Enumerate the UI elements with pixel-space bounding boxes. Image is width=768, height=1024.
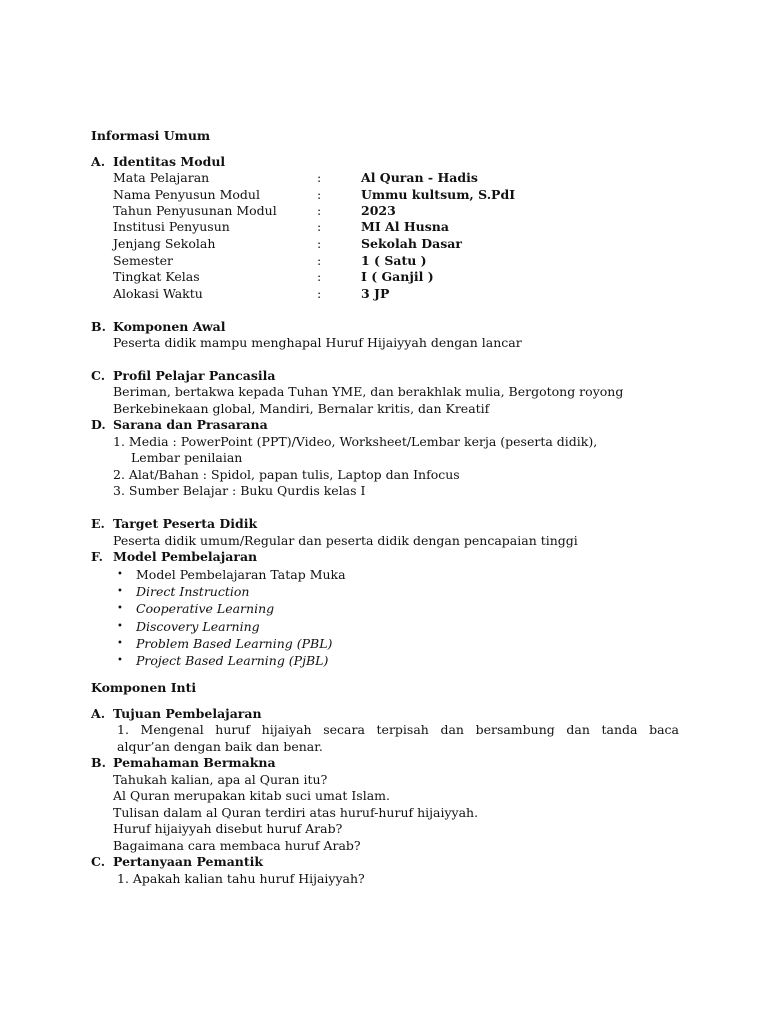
bullet-icon: • [117, 621, 123, 632]
identitas-value: Al Quran - Hadis [361, 170, 478, 185]
list-item-text: Problem Based Learning (PBL) [136, 636, 333, 651]
list-item-text: Discovery Learning [136, 619, 260, 634]
identitas-colon: : [317, 253, 322, 268]
bullet-icon: • [117, 655, 123, 666]
inti-b-line: Tahukah kalian, apa al Quran itu? [113, 772, 328, 787]
identitas-value: 1 ( Satu ) [361, 253, 427, 268]
section-e-title: Target Peserta Didik [113, 516, 258, 531]
identitas-value: 2023 [361, 203, 396, 218]
bullet-icon: • [117, 569, 123, 580]
inti-c-title: Pertanyaan Pemantik [113, 854, 264, 869]
heading-informasi-umum: Informasi Umum [91, 128, 211, 143]
section-a-title: Identitas Modul [113, 154, 226, 169]
section-d-line: 2. Alat/Bahan : Spidol, papan tulis, Laptop dan Infocus [113, 467, 460, 482]
section-c-title: Profil Pelajar Pancasila [113, 368, 276, 383]
list-item-text: Project Based Learning (PjBL) [136, 653, 329, 668]
heading-komponen-inti: Komponen Inti [91, 680, 197, 695]
section-d-line: 3. Sumber Belajar : Buku Qurdis kelas I [113, 483, 366, 498]
identitas-label: Tahun Penyusunan Modul [113, 203, 277, 218]
identitas-colon: : [317, 219, 322, 234]
list-item-text: Direct Instruction [136, 584, 250, 599]
identitas-label: Tingkat Kelas [113, 269, 200, 284]
section-d-title: Sarana dan Prasarana [113, 417, 268, 432]
inti-b-title: Pemahaman Bermakna [113, 755, 276, 770]
inti-a-line: alqur’an dengan baik dan benar. [117, 739, 323, 754]
identitas-value: MI Al Husna [361, 219, 449, 234]
identitas-colon: : [317, 203, 322, 218]
inti-c-line: 1. Apakah kalian tahu huruf Hijaiyyah? [117, 871, 365, 886]
identitas-label: Institusi Penyusun [113, 219, 230, 234]
inti-b-line: Tulisan dalam al Quran terdiri atas huruf-huruf hijaiyyah. [113, 805, 479, 820]
identitas-value: 3 JP [361, 286, 390, 301]
identitas-label: Alokasi Waktu [113, 286, 203, 301]
identitas-label: Mata Pelajaran [113, 170, 210, 185]
section-b-text: Peserta didik mampu menghapal Huruf Hijaiyyah dengan lancar [113, 335, 522, 350]
inti-a-letter: A. [91, 706, 106, 721]
inti-a-line: 1. Mengenal huruf hijaiyah secara terpisah dan bersambung dan tanda baca [117, 722, 679, 737]
identitas-colon: : [317, 269, 322, 284]
identitas-label: Nama Penyusun Modul [113, 187, 260, 202]
section-d-line: 1. Media : PowerPoint (PPT)/Video, Worksheet/Lembar kerja (peserta didik), [113, 434, 598, 449]
section-c-line: Beriman, bertakwa kepada Tuhan YME, dan berakhlak mulia, Bergotong royong [113, 384, 624, 399]
bullet-icon: • [117, 603, 123, 614]
section-d-line: Lembar penilaian [131, 450, 243, 465]
identitas-colon: : [317, 187, 322, 202]
bullet-icon: • [117, 638, 123, 649]
identitas-label: Semester [113, 253, 174, 268]
identitas-value: Ummu kultsum, S.PdI [361, 187, 516, 202]
identitas-colon: : [317, 236, 322, 251]
section-d-letter: D. [91, 417, 106, 432]
list-item-text: Cooperative Learning [136, 601, 275, 616]
list-item-text: Model Pembelajaran Tatap Muka [136, 567, 346, 582]
section-e-letter: E. [91, 516, 105, 531]
identitas-colon: : [317, 170, 322, 185]
section-f-letter: F. [91, 549, 103, 564]
inti-b-line: Al Quran merupakan kitab suci umat Islam. [113, 788, 390, 803]
section-c-line: Berkebinekaan global, Mandiri, Bernalar kritis, dan Kreatif [113, 401, 490, 416]
section-b-letter: B. [91, 319, 106, 334]
section-a-letter: A. [91, 154, 106, 169]
identitas-value: I ( Ganjil ) [361, 269, 434, 284]
inti-c-letter: C. [91, 854, 106, 869]
section-c-letter: C. [91, 368, 106, 383]
identitas-value: Sekolah Dasar [361, 236, 462, 251]
identitas-colon: : [317, 286, 322, 301]
identitas-label: Jenjang Sekolah [113, 236, 216, 251]
section-e-text: Peserta didik umum/Regular dan peserta didik dengan pencapaian tinggi [113, 533, 578, 548]
inti-b-letter: B. [91, 755, 106, 770]
inti-b-line: Bagaimana cara membaca huruf Arab? [113, 838, 361, 853]
section-f-title: Model Pembelajaran [113, 549, 258, 564]
section-b-title: Komponen Awal [113, 319, 226, 334]
inti-b-line: Huruf hijaiyyah disebut huruf Arab? [113, 821, 343, 836]
inti-a-title: Tujuan Pembelajaran [113, 706, 262, 721]
bullet-icon: • [117, 586, 123, 597]
